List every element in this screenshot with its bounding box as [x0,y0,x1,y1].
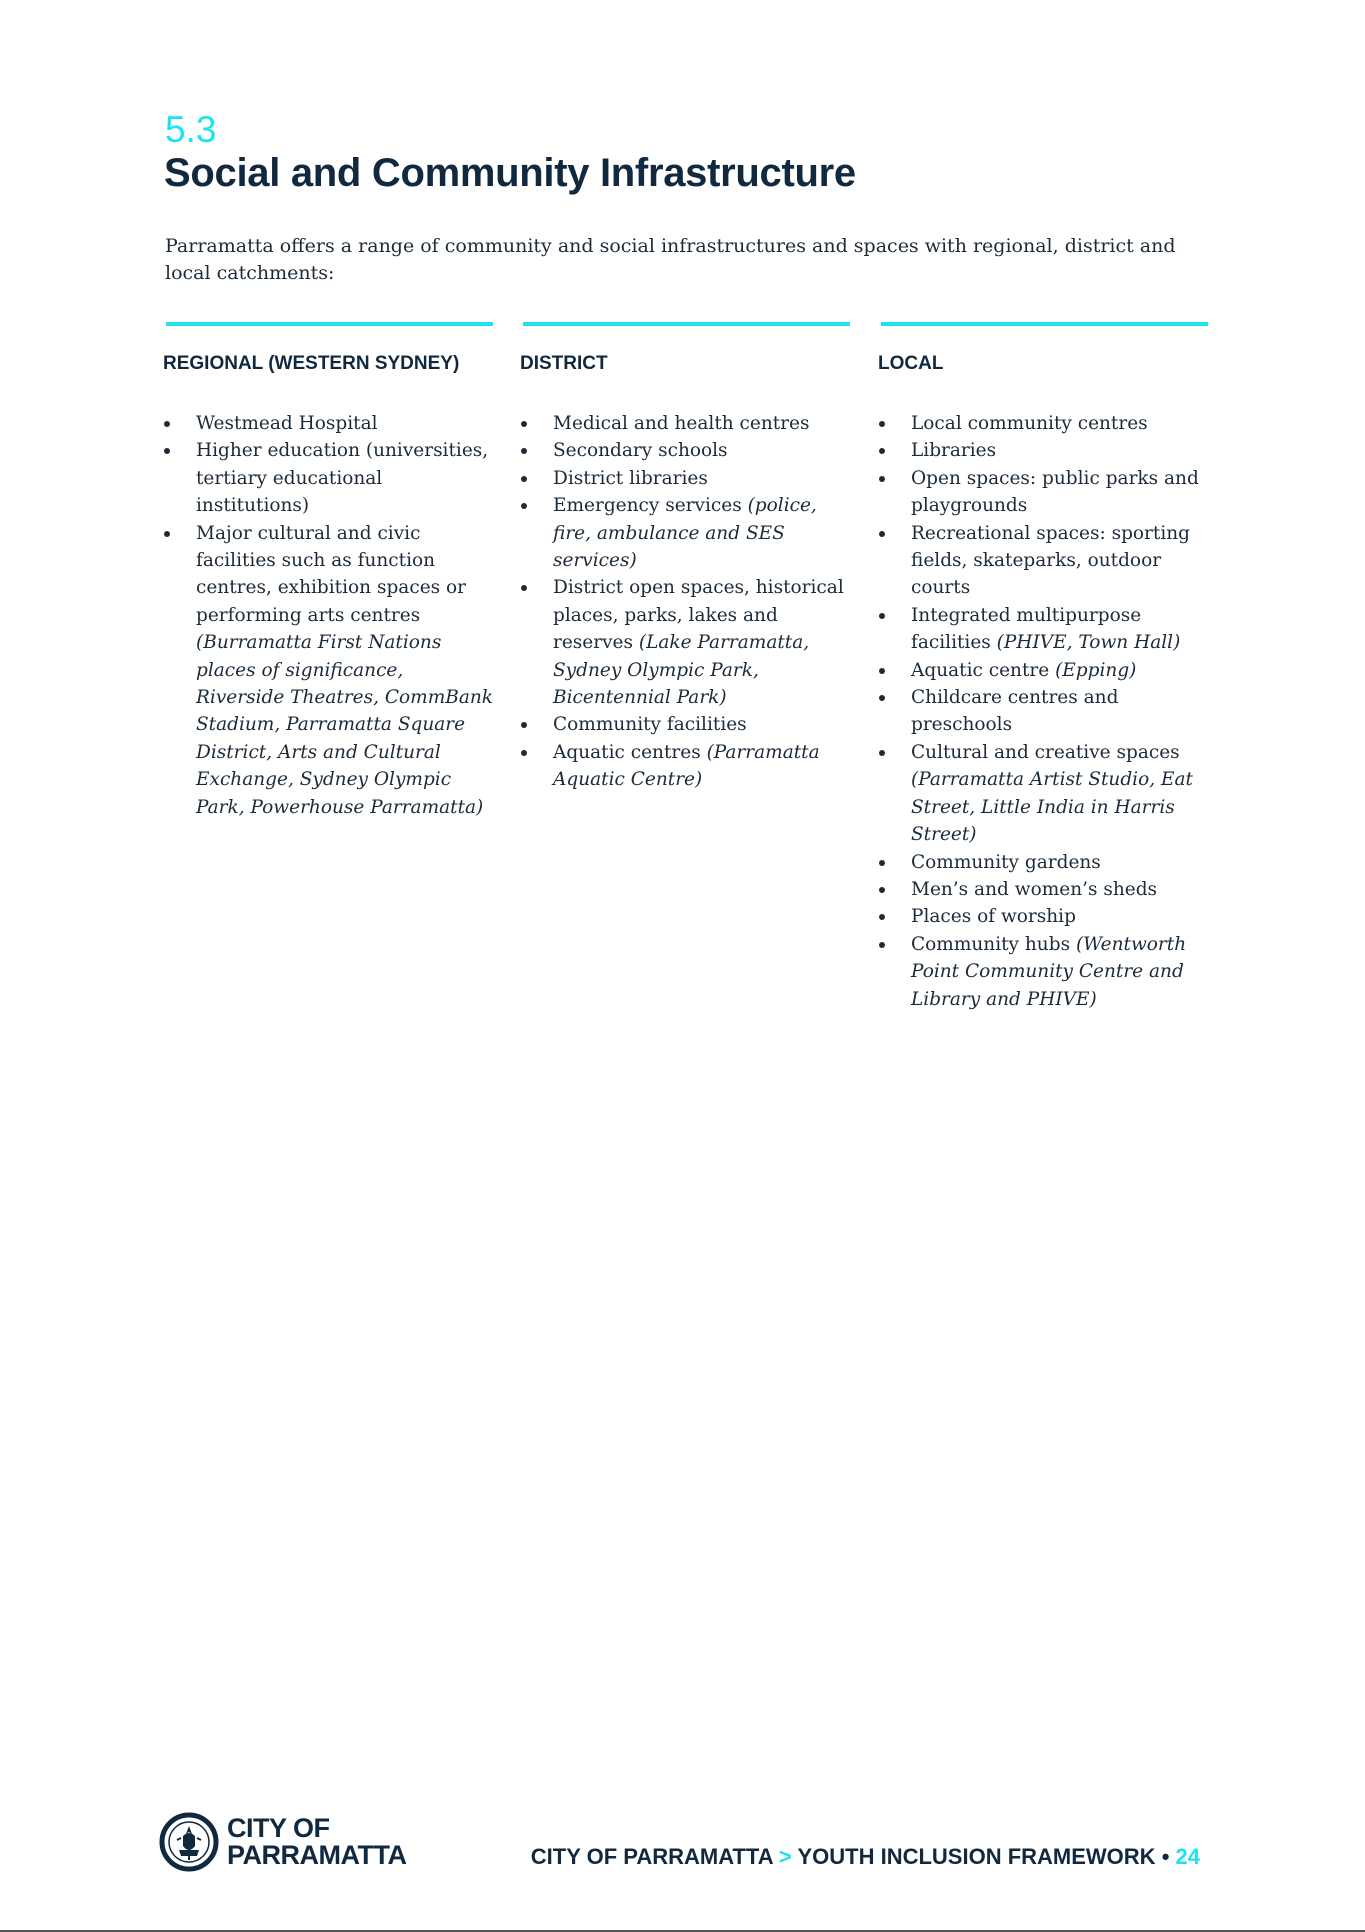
list-item [878,437,1208,464]
list-item-examples: (Parramatta Artist Studio, Eat Street, Little India in Harris Street) [911,769,1193,846]
list-item [163,437,493,519]
list-item-text: Recreational spaces: sporting fields, skateparks, outdoor courts [911,522,1190,599]
list-item [878,657,1208,684]
page-number: 24 [1175,1844,1200,1869]
logo-line-2: PARRAMATTA [227,1840,407,1870]
city-seal-icon [159,1812,219,1872]
list-item [878,465,1208,520]
list-item-text: Aquatic centre [911,659,1056,681]
list-item-text: Major cultural and civic facilities such as function centres, exhibition spaces or performing arts centres [196,522,466,626]
list-item [878,739,1208,849]
list-item-examples: (PHIVE, Town Hall) [996,632,1181,654]
list-item-text: Community facilities [553,714,747,736]
list-item-text: Libraries [911,440,997,462]
list-item-text: Open spaces: public parks and playgrounds [911,467,1199,517]
list-item [520,492,850,574]
list-item [163,520,493,821]
list-item [878,602,1208,657]
list-item [520,465,850,492]
intro-paragraph: Parramatta offers a range of community and social infrastructures and spaces with regional, district and local catchments: [165,235,1176,284]
list-item-examples: (Epping) [1055,659,1137,681]
footer-running-title [531,1843,1200,1871]
list-item-text: Childcare centres and preschools [911,687,1119,736]
list-item-examples: (Lake Parramatta, Sydney Olympic Park, Bicentennial Park) [553,632,810,709]
list-item [520,739,850,794]
list-item-text: District open spaces, historical places, parks, lakes and reserves [553,577,844,654]
column-divider [523,322,850,326]
footer-separator: > [778,1844,792,1869]
footer-doc-title: YOUTH INCLUSION FRAMEWORK [797,1844,1156,1869]
list-item-examples: (police, fire, ambulance and SES services) [553,495,817,572]
list-item-examples: (Wentworth Point Community Centre and Library and PHIVE) [911,933,1187,1010]
column-divider [166,322,493,326]
city-of-parramatta-logo [159,1812,406,1872]
list-item-text: Emergency services [553,495,748,517]
column-heading: REGIONAL (WESTERN SYDNEY) [163,353,460,374]
list-item-text: Aquatic centres [553,741,707,763]
page-title: Social and Community Infrastructure [164,151,856,195]
footer-bullet: • [1161,1844,1170,1869]
column-regional [163,322,493,821]
item-list [163,410,493,821]
list-item [878,849,1208,876]
list-item [520,574,850,711]
list-item-text: Secondary schools [553,440,728,462]
list-item [878,876,1208,903]
list-item-text: Community hubs [911,933,1076,955]
list-item-examples: (Burramatta First Nations places of significance, Riverside Theatres, CommBank Stadium, Parramatta Square District, Arts and Cultural Exchange, Sydney Olympic Park, Powerhouse Parramatta) [196,632,494,818]
list-item-text: Westmead Hospital [196,413,378,434]
column-local [878,322,1208,1013]
list-item [878,931,1208,1013]
list-item-text: Men’s and women’s sheds [911,878,1158,900]
column-heading: LOCAL [878,353,944,374]
list-item-text: District libraries [553,467,708,489]
column-divider [881,322,1208,326]
list-item [878,410,1208,437]
item-list [878,410,1208,1013]
list-item-text: Integrated multipurpose facilities [911,604,1142,654]
column-heading: DISTRICT [520,353,608,374]
list-item-examples: (Parramatta Aquatic Centre) [553,741,820,791]
list-item [520,437,850,464]
list-item-text: Community gardens [911,851,1101,873]
list-item-text: Places of worship [911,906,1076,928]
logo-line-1: CITY OF [227,1813,330,1843]
list-item-text: Local community centres [911,413,1148,434]
list-item [878,903,1208,930]
section-number: 5.3 [165,109,217,150]
list-item [520,711,850,738]
list-item-text: Medical and health centres [553,413,810,434]
list-item [163,410,493,437]
list-item-text: Higher education (universities, tertiary educational institutions) [196,440,489,517]
item-list [520,410,850,794]
footer-org: CITY OF PARRAMATTA [530,1844,773,1869]
list-item [878,684,1208,739]
list-item [520,410,850,437]
list-item [878,520,1208,602]
logo-wordmark [227,1815,406,1869]
column-district [520,322,850,794]
list-item-text: Cultural and creative spaces [911,741,1180,763]
